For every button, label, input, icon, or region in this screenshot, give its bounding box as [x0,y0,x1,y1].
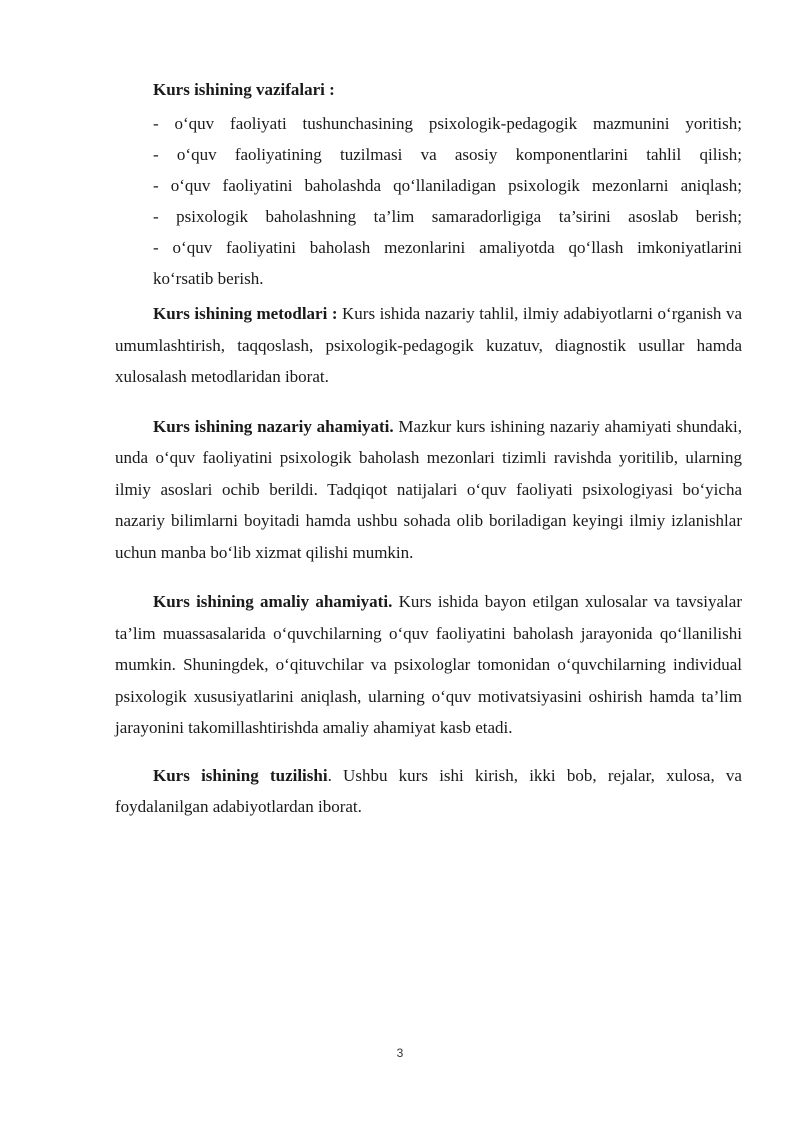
theoretical-title: Kurs ishining nazariy ahamiyati. [153,416,394,436]
task-item: - o‘quv faoliyatining tuzilmasi va asosiy komponentlarini tahlil qilish; [153,145,742,164]
tasks-list [153,108,742,294]
task-item: - psixologik baholashning ta’lim samaradorligiga ta’sirini asoslab berish; [153,207,742,226]
theoretical-text: Mazkur kurs ishining nazariy ahamiyati shundaki, unda o‘quv faoliyatini psixologik baholash mezonlari tizimli ravishda yoritilib, ularning ilmiy asoslari ochib berildi. Tadqiqot natijalari o‘quv faoliyati psixologiyasi bo‘yicha nazariy bilimlarni boyitadi hamda ushbu sohada olib boriladigan keyingi ilmiy izlanishlar uchun manba bo‘lib xizmat qilishi mumkin. [115,416,742,562]
practical-text: Kurs ishida bayon etilgan xulosalar va tavsiyalar ta’lim muassasalarida o‘quvchilarning o‘quv faoliyatini baholash jarayonida qo‘llanilishi mumkin. Shuningdek, o‘qituvchilar va psixologlar tomonidan o‘quvchilarning individual psixologik xususiyatlarini aniqlash, ularning o‘quv motivatsiyasini oshirish hamda ta’lim jarayonini takomillashtirishda amaliy ahamiyat kasb etadi. [115,592,742,737]
task-item-continuation: ko‘rsatib berish. [153,269,264,288]
structure-title: Kurs ishining tuzilishi [153,765,328,785]
task-item: - o‘quv faoliyatini baholash mezonlarini amaliyotda qo‘llash imkoniyatlarini [153,238,742,257]
methods-text: Kurs ishida nazariy tahlil, ilmiy adabiyotlarni o‘rganish va umumlashtirish, taqqoslash, psixologik-pedagogik kuzatuv, diagnostik usullar hamda xulosalash metodlaridan iborat. [115,304,742,386]
theoretical-paragraph [115,411,742,569]
methods-title: Kurs ishining metodlari : [153,304,338,323]
methods-paragraph [115,298,742,393]
page-number: 3 [396,1046,404,1060]
tasks-heading: Kurs ishining vazifalari : [153,80,335,99]
structure-text: . Ushbu kurs ishi kirish, ikki bob, rejalar, xulosa, va foydalanilgan adabiyotlardan iborat. [115,765,742,816]
task-item: - o‘quv faoliyati tushunchasining psixologik-pedagogik mazmunini yoritish; [153,114,742,133]
task-item: - o‘quv faoliyatini baholashda qo‘llaniladigan psixologik mezonlarni aniqlash; [153,176,742,195]
structure-paragraph [115,760,742,823]
page-content [115,74,742,823]
practical-paragraph [115,586,742,744]
practical-title: Kurs ishining amaliy ahamiyati. [153,592,393,611]
